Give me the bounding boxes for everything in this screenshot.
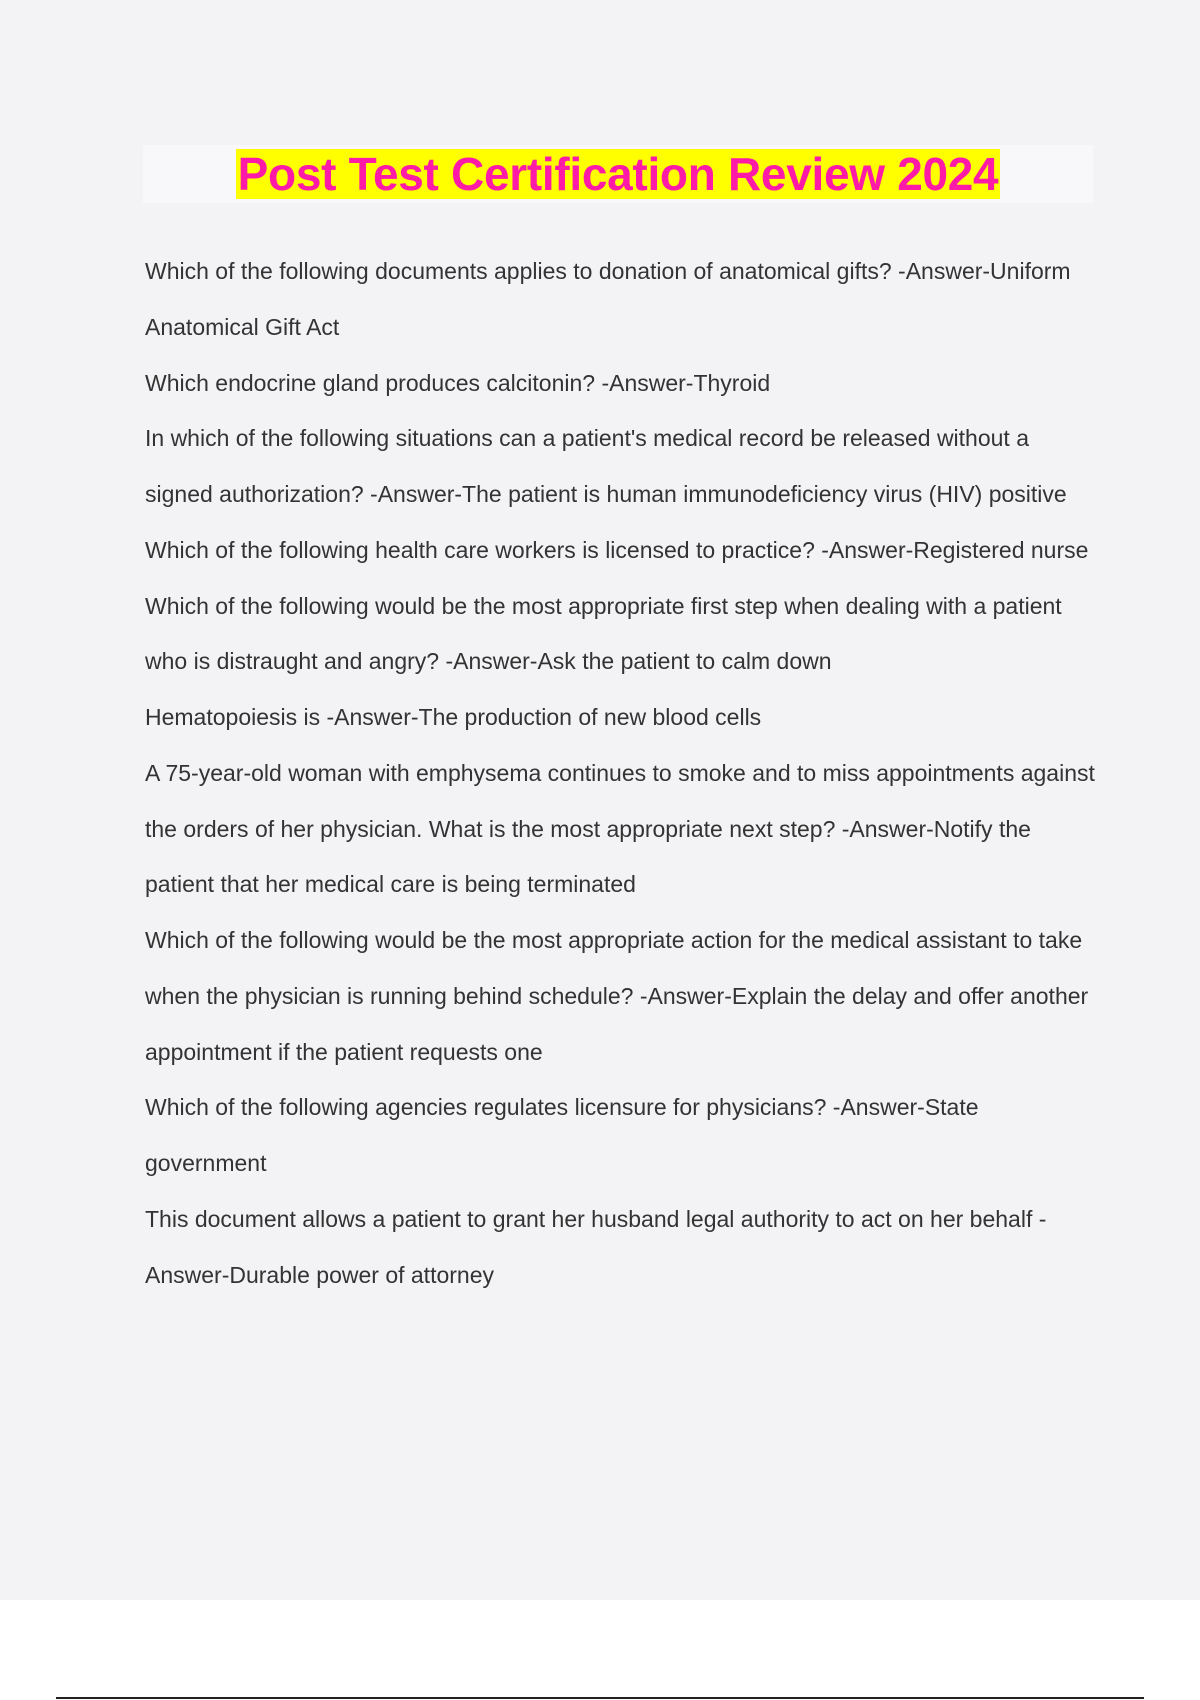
qa-item: Which of the following documents applies to donation of anatomical gifts? -Answer-Uniform Anatomical Gift Act	[145, 258, 1071, 340]
qa-item: Which of the following health care workers is licensed to practice? -Answer-Registered nurse	[145, 536, 1089, 563]
title-band	[143, 145, 1093, 203]
qa-item: Which endocrine gland produces calcitonin? -Answer-Thyroid	[145, 369, 771, 396]
qa-item: This document allows a patient to grant her husband legal authority to act on her behalf -Answer-Durable power of attorney	[145, 1205, 1047, 1288]
qa-item: A 75-year-old woman with emphysema continues to smoke and to miss appointments against the orders of her physician. What is the most appropriate next step? -Answer-Notify the patient that her medical care is being terminated	[145, 759, 1095, 898]
qa-list	[145, 244, 1095, 1303]
footer-rule	[56, 1697, 1144, 1699]
qa-item: Which of the following would be the most appropriate first step when dealing with a patient who is distraught and angry? -Answer-Ask the patient to calm down	[145, 592, 1062, 675]
document-title: Post Test Certification Review 2024	[237, 148, 999, 200]
qa-item: Which of the following would be the most appropriate action for the medical assistant to take when the physician is running behind schedule? -Answer-Explain the delay and offer another appointment if the patient requests one	[145, 927, 1089, 1065]
qa-item: Hematopoiesis is -Answer-The production of new blood cells	[145, 704, 762, 730]
qa-item: Which of the following agencies regulates licensure for physicians? -Answer-State government	[145, 1094, 979, 1176]
qa-item: In which of the following situations can a patient's medical record be released without a signed authorization? -Answer-The patient is human immunodeficiency virus (HIV) positive	[145, 425, 1067, 507]
